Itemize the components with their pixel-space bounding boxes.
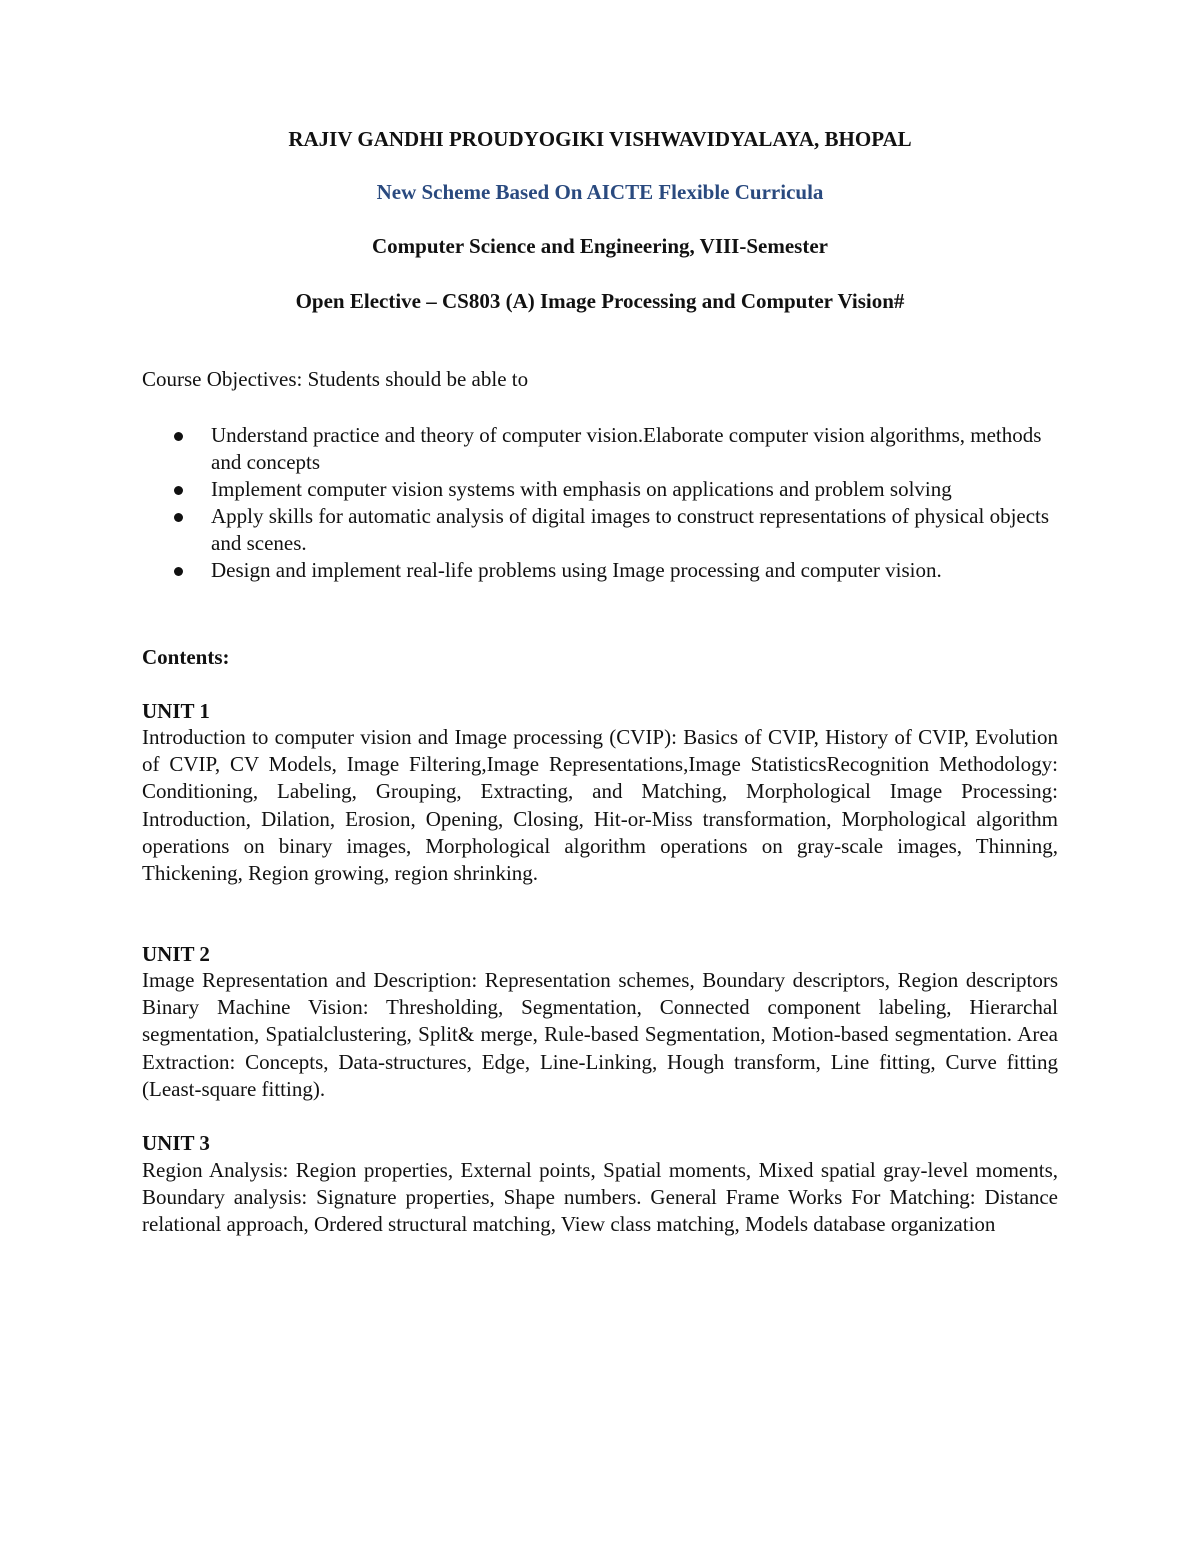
objectives-list (142, 422, 1058, 584)
contents-heading: Contents: (142, 645, 230, 669)
objective-item (142, 503, 1058, 557)
objective-item (142, 422, 1058, 476)
objective-item (142, 557, 1058, 584)
bullet-icon (174, 567, 183, 576)
objective-text: Apply skills for automatic analysis of digital images to construct representations of physical objects and scenes. (211, 504, 1050, 555)
objective-text: Design and implement real-life problems using Image processing and computer vision. (211, 558, 942, 582)
unit-1-heading: UNIT 1 (142, 699, 210, 723)
branch-semester-heading: Computer Science and Engineering, VIII-Semester (372, 234, 828, 258)
bullet-icon (174, 486, 183, 495)
unit-3-text: Region Analysis: Region properties, External points, Spatial moments, Mixed spatial gray-level moments, Boundary analysis: Signature properties, Shape numbers. General Frame Works For Matching: Distance relational approach, Ordered structural matching, View class matching, Models database organization (142, 1158, 1058, 1237)
bullet-icon (174, 513, 183, 522)
unit-2-heading: UNIT 2 (142, 942, 210, 966)
unit-1-text: Introduction to computer vision and Image processing (CVIP): Basics of CVIP, History of CVIP, Evolution of CVIP, CV Models, Image Filtering,Image Representations,Image StatisticsRecognition Methodology: Conditioning, Labeling, Grouping, Extracting, and Matching, Morphological Image Processing: Introduction, Dilation, Erosion, Opening, Closing, Hit-or-Miss transformation, Morphological algorithm operations on binary images, Morphological algorithm operations on gray-scale images, Thinning, Thickening, Region growing, region shrinking. (142, 725, 1058, 886)
course-title: Open Elective – CS803 (A) Image Processing and Computer Vision# (295, 289, 905, 313)
bullet-icon (174, 432, 183, 441)
objectives-intro: Course Objectives: Students should be able to (142, 367, 529, 391)
unit-3-heading: UNIT 3 (142, 1131, 210, 1155)
objective-item (142, 476, 1058, 503)
objective-text: Understand practice and theory of computer vision.Elaborate computer vision algorithms, methods and concepts (211, 423, 1042, 474)
objective-text: Implement computer vision systems with emphasis on applications and problem solving (211, 477, 952, 501)
scheme-subtitle: New Scheme Based On AICTE Flexible Curricula (376, 180, 824, 204)
university-title: RAJIV GANDHI PROUDYOGIKI VISHWAVIDYALAYA, BHOPAL (288, 127, 912, 151)
unit-2-text: Image Representation and Description: Representation schemes, Boundary descriptors, Region descriptors Binary Machine Vision: Thresholding, Segmentation, Connected component labeling, Hierarchal segmentation, Spatialclustering, Split& merge, Rule-based Segmentation, Motion-based segmentation. Area Extraction: Concepts, Data-structures, Edge, Line-Linking, Hough transform, Line fitting, Curve fitting (Least-square fitting). (142, 968, 1058, 1101)
